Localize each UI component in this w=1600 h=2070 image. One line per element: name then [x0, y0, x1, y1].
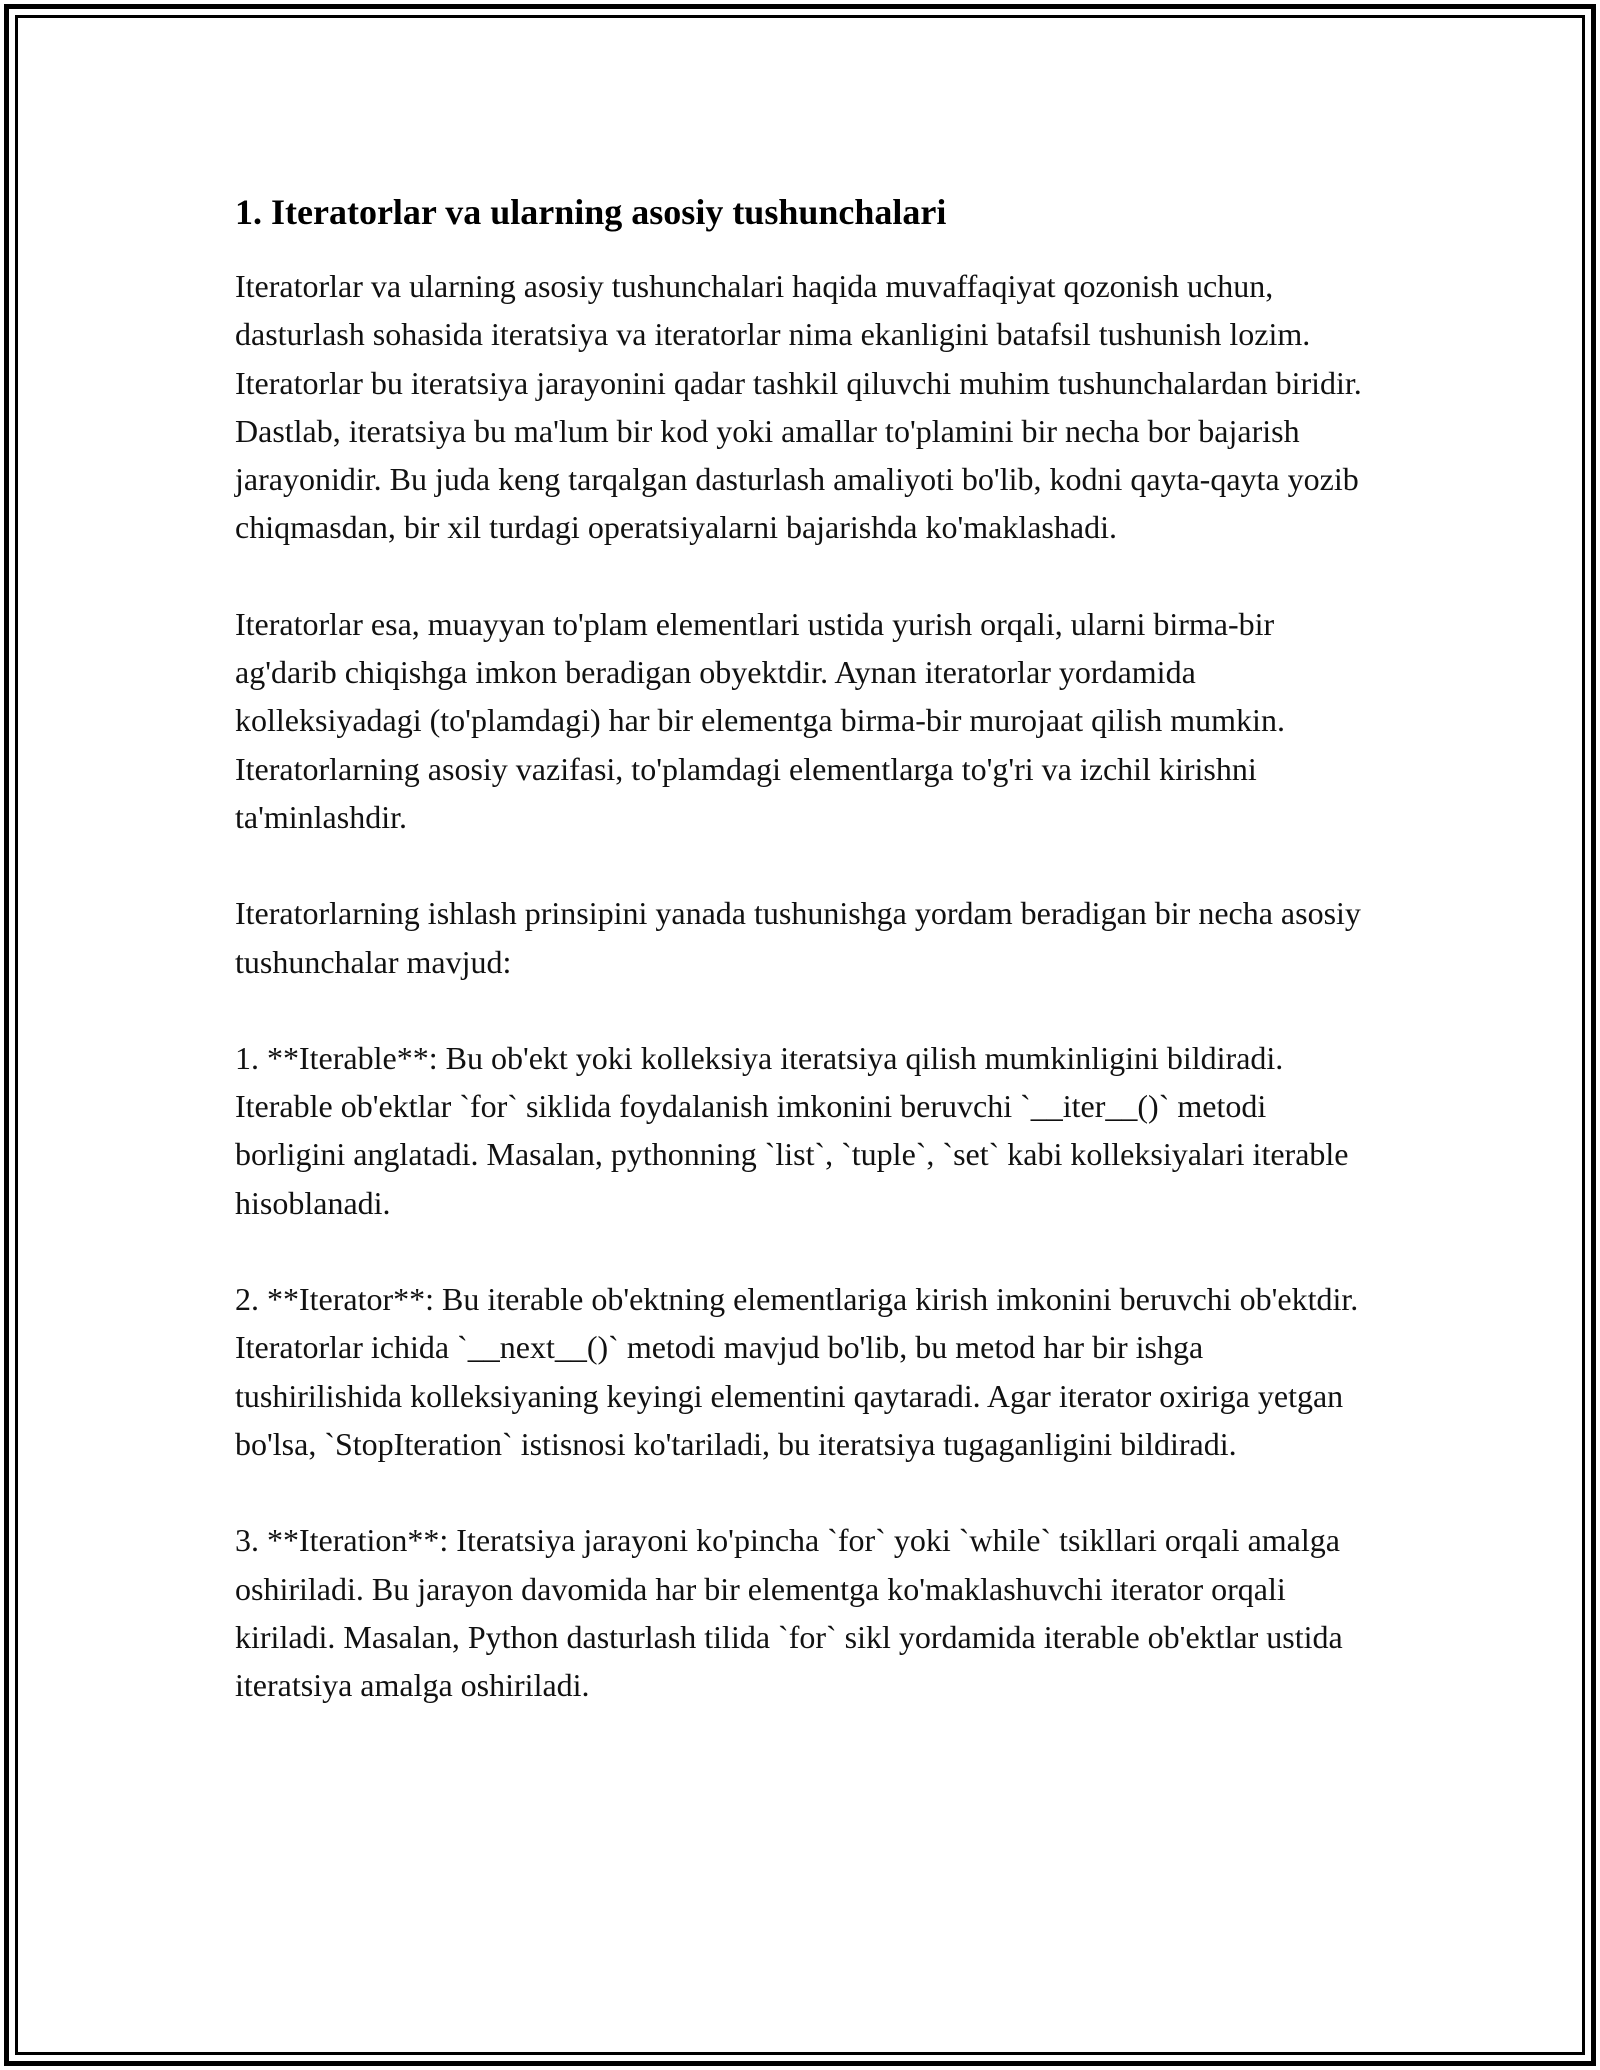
list-item-iteration: 3. **Iteration**: Iteratsiya jarayoni ko'pincha `for` yoki `while` tsikllari orqali amalga oshiriladi. Bu jarayon davomida har bir elementga ko'maklashuvchi iterator orqali kiriladi. Masalan, Python dasturlash tilida `for` sikl yordamida iterable ob'ektlar ustida iteratsiya amalga oshiriladi.	[235, 1522, 1343, 1704]
paragraph-intro: Iteratorlar va ularning asosiy tushunchalari haqida muvaffaqiyat qozonish uchun, dasturlash sohasida iteratsiya va iteratorlar nima ekanligini batafsil tushunish lozim. Iteratorlar bu iteratsiya jarayonini qadar tashkil qiluvchi muhim tushunchalardan biridir. Dastlab, iteratsiya bu ma'lum bir kod yoki amallar to'plamini bir necha bor bajarish jarayonidir. Bu juda keng tarqalgan dasturlash amaliyoti bo'lib, kodni qayta-qayta yozib chiqmasdan, bir xil turdagi operatsiyalarni bajarishda ko'maklashadi.	[235, 268, 1362, 546]
section-heading: 1. Iteratorlar va ularning asosiy tushunchalari	[235, 192, 947, 232]
list-item-iterable: 1. **Iterable**: Bu ob'ekt yoki kolleksiya iteratsiya qilish mumkinligini bildiradi. Iterable ob'ektlar `for` siklida foydalanish imkonini beruvchi `__iter__()` metodi borligini anglatadi. Masalan, pythonning `list`, `tuple`, `set` kabi kolleksiyalari iterable hisoblanadi.	[235, 1039, 1349, 1221]
paragraph-iterators: Iteratorlar esa, muayyan to'plam elementlari ustida yurish orqali, ularni birma-bir ag'darib chiqishga imkon beradigan obyektdir. Aynan iteratorlar yordamida kolleksiyadagi (to'plamdagi) har bir elementga birma-bir murojaat qilish mumkin. Iteratorlarning asosiy vazifasi, to'plamdagi elementlarga to'g'ri va izchil kirishni ta'minlashdir.	[235, 605, 1285, 835]
list-item-iterator: 2. **Iterator**: Bu iterable ob'ektning elementlariga kirish imkonini beruvchi ob'ektdir. Iteratorlar ichida `__next__()` metodi mavjud bo'lib, bu metod har bir ishga tushirilishida kolleksiyaning keyingi elementini qaytaradi. Agar iterator oxiriga yetgan bo'lsa, `StopIteration` istisnosi ko'tariladi, bu iteratsiya tugaganligini bildiradi.	[235, 1281, 1359, 1462]
paragraph-concepts-lead: Iteratorlarning ishlash prinsipini yanada tushunishga yordam beradigan bir necha asosiy tushunchalar mavjud:	[235, 895, 1361, 980]
document-body	[235, 186, 1375, 1757]
